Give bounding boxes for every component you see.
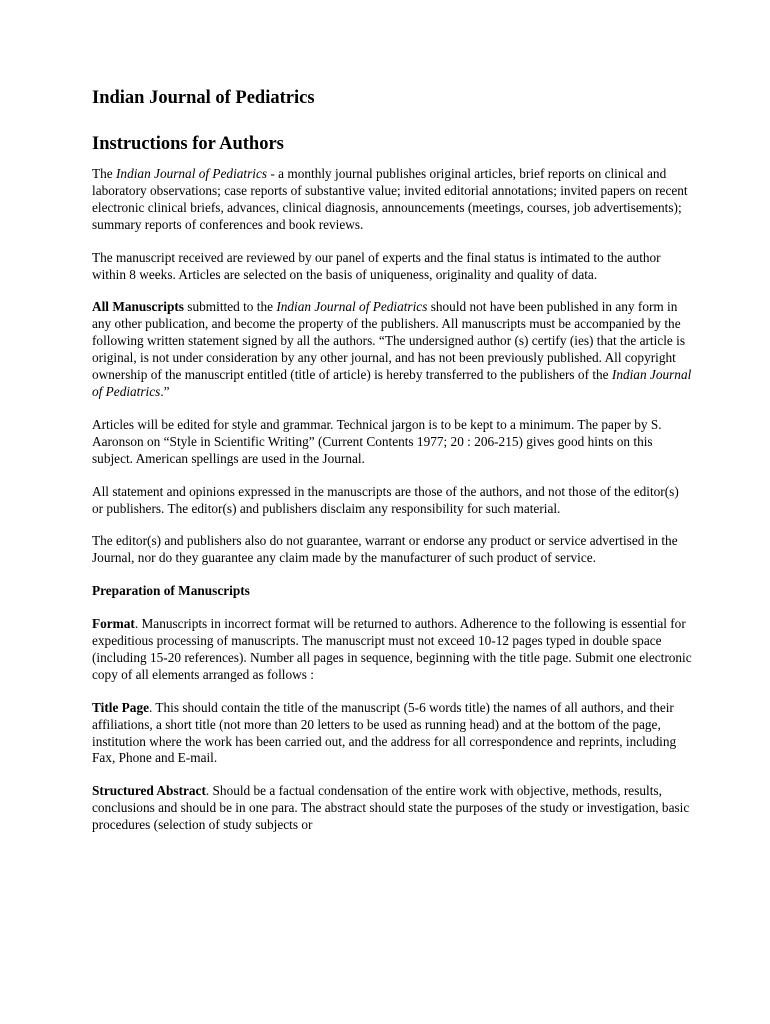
format-lead: Format — [92, 616, 135, 632]
editing-paragraph: Articles will be edited for style and grammar. Technical jargon is to be kept to a minimum. The paper by S. Aaronson on “Style in Scientific Writing” (Current Contents 1977; 20 : 206-215) gives good hints on this subject. American spellings are used in the Journal. — [92, 416, 662, 466]
document-page — [92, 86, 692, 834]
preparation-heading: Preparation of Manuscripts — [92, 583, 250, 599]
title-page-paragraph — [92, 700, 692, 768]
guarantee-paragraph: The editor(s) and publishers also do not guarantee, warrant or endorse any product or service advertised in the Journal, nor do they guarantee any claim made by the manufacturer of such product of service. — [92, 533, 678, 566]
all-manuscripts-text-3: .” — [160, 383, 170, 399]
all-manuscripts-paragraph — [92, 299, 692, 400]
opinions-paragraph: All statement and opinions expressed in the manuscripts are those of the authors, and not those of the editor(s) or publishers. The editor(s) and publishers disclaim any responsibility for such material. — [92, 483, 679, 516]
journal-name-italic: Indian Journal of Pediatrics — [116, 166, 268, 181]
title-page-lead: Title Page — [92, 699, 149, 715]
format-text: . Manuscripts in incorrect format will be returned to authors. Adherence to the following is essential for expeditious processing of manuscripts. The manuscript must not exceed 10-12 pages typed in double space (including 15-20 references). Number all pages in sequence, beginning with the title page. Submit one electronic copy of all elements arranged as follows : — [92, 616, 692, 682]
review-paragraph: The manuscript received are reviewed by our panel of experts and the final status is intimated to the author within 8 weeks. Articles are selected on the basis of uniqueness, originality and quality of data. — [92, 249, 661, 282]
title-page-text: . This should contain the title of the manuscript (5-6 words title) the names of all authors, and their affiliations, a short title (not more than 20 letters to be used as running head) and at the bottom of the page, institution where the work has been carried out, and the address for all correspondence and reprints, including Fax, Phone and E-mail. — [92, 699, 677, 766]
intro-paragraph — [92, 166, 692, 234]
all-manuscripts-text-1: submitted to the — [183, 299, 277, 315]
structured-abstract-paragraph — [92, 783, 692, 834]
intro-text-2: - a monthly journal publishes original articles, brief reports on clinical and laboratory observations; case reports of substantive value; invited editorial annotations; invited papers on recent electronic clinical briefs, advances, clinical diagnosis, announcements (meetings, courses, job advertisements); summary reports of conferences and book reviews. — [92, 166, 688, 232]
journal-name-italic: Indian Journal of Pediatrics — [276, 299, 428, 315]
journal-title: Indian Journal of Pediatrics — [92, 88, 315, 108]
format-paragraph — [92, 616, 692, 684]
structured-abstract-text: . Should be a factual condensation of the entire work with objective, methods, results, conclusions and should be in one para. The abstract should state the purposes of the study or investigation, basic procedures (selection of study subjects or — [92, 783, 690, 833]
section-title: Instructions for Authors — [92, 134, 284, 154]
journal-name-italic: Indian Journal of Pediatrics — [92, 367, 692, 399]
all-manuscripts-text-2: should not have been published in any form in any other publication, and become the property of the publishers. All manuscripts must be accompanied by the following written statement signed by all the authors. “The undersigned author (s) certify (ies) that the article is original, is not under consideration by any other journal, and has not been previously published. All copyright ownership of the manuscript entitled (title of article) is hereby transferred to the publishers of the — [92, 299, 686, 383]
all-manuscripts-lead: All Manuscripts — [92, 299, 184, 315]
intro-text-1: The — [92, 166, 116, 181]
structured-abstract-lead: Structured Abstract — [92, 783, 206, 799]
